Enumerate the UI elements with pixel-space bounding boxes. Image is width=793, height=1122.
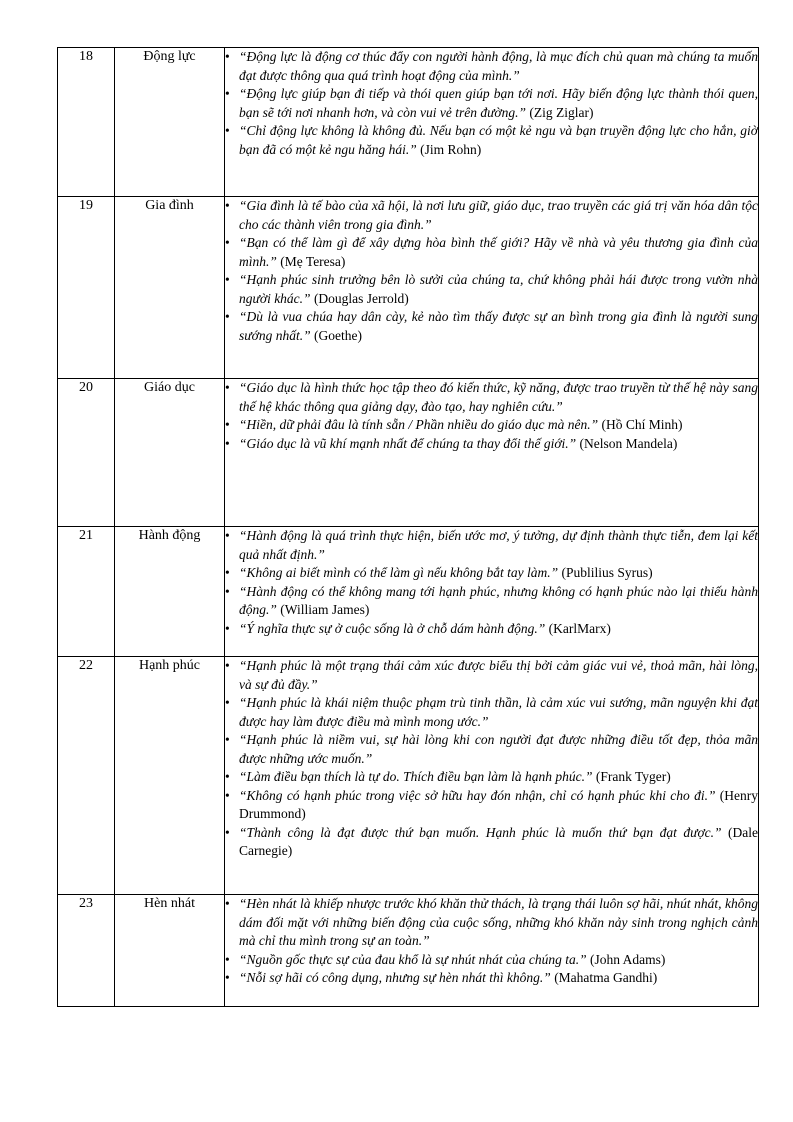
quote-text: “Bạn có thể làm gì để xây dựng hòa bình thế giới? Hãy về nhà và yêu thương gia đình của mình.”	[239, 235, 758, 269]
quote-author: (William James)	[280, 602, 370, 617]
table-row	[58, 527, 759, 657]
quote-item	[225, 234, 758, 271]
quote-text: “Hành động có thể không mang tới hạnh phúc, nhưng không có hạnh phúc nào lại thiếu hành động.”	[239, 583, 758, 617]
quote-item	[225, 416, 758, 435]
quote-list	[225, 197, 758, 345]
quotes-table	[57, 47, 759, 1007]
quote-author: (Mahatma Gandhi)	[554, 970, 658, 985]
quote-item	[225, 895, 758, 951]
quote-item	[225, 122, 758, 159]
row-number: 23	[58, 895, 115, 1007]
quote-item	[225, 620, 758, 639]
row-number: 20	[58, 379, 115, 527]
quote-text: “Nguồn gốc thực sự của đau khổ là sự nhút nhát của chúng ta.”	[239, 951, 587, 967]
quote-author: (KarlMarx)	[548, 620, 611, 636]
quote-item	[225, 379, 758, 416]
quote-text: “Hạnh phúc là niềm vui, sự hài lòng khi con người đạt được những điều tốt đẹp, thỏa mãn được những ước muốn.”	[239, 732, 758, 766]
quote-item	[225, 48, 758, 85]
row-topic: Giáo dục	[115, 379, 225, 527]
quotes-cell	[225, 48, 759, 197]
quote-text: “Hành động là quá trình thực hiện, biến ước mơ, ý tưởng, dự định thành thực tiễn, đem lại kết quả nhất định.”	[239, 528, 758, 562]
row-topic: Gia đình	[115, 197, 225, 379]
quote-item	[225, 951, 758, 970]
quotes-cell	[225, 197, 759, 379]
quote-item	[225, 564, 758, 583]
table-row	[58, 379, 759, 527]
quote-item	[225, 85, 758, 122]
quote-author: (Goethe)	[313, 327, 362, 343]
quote-text: “Hạnh phúc là một trạng thái cảm xúc được biểu thị bởi cảm giác vui vẻ, thoả mãn, hài lòng, và sự đủ đầy.”	[239, 658, 758, 692]
quotes-cell	[225, 379, 759, 527]
quote-text: “Ý nghĩa thực sự ở cuộc sống là ở chỗ dám hành động.”	[239, 620, 546, 636]
quote-item	[225, 271, 758, 308]
quote-author: (Zig Ziglar)	[529, 104, 594, 120]
table-row	[58, 895, 759, 1007]
quote-item	[225, 435, 758, 454]
quotes-table-body	[58, 48, 759, 1007]
table-row	[58, 657, 759, 895]
row-number: 22	[58, 657, 115, 895]
quote-author: (Dale Carnegie)	[239, 824, 759, 858]
quote-item	[225, 768, 758, 787]
quote-item	[225, 787, 758, 824]
quote-text: “Dù là vua chúa hay dân cày, kẻ nào tìm thấy được sự an bình trong gia đình là người sung sướng nhất.”	[239, 309, 758, 343]
quote-text: “Hạnh phúc sinh trưởng bên lò sưởi của chúng ta, chứ không phải hái được trong vườn nhà người khác.”	[239, 272, 758, 306]
quote-item	[225, 197, 758, 234]
quote-text: “Nỗi sợ hãi có công dụng, nhưng sự hèn nhát thì không.”	[239, 970, 551, 985]
row-number: 19	[58, 197, 115, 379]
quote-author: (Jim Rohn)	[420, 141, 482, 157]
quote-author: (Frank Tyger)	[595, 769, 671, 784]
quote-text: “Hèn nhát là khiếp nhược trước khó khăn thử thách, là trạng thái luôn sợ hãi, nhút nhát, không dám đối mặt với những biến động của cuộc sống, những khó khăn nảy sinh trong nghịch cảnh mà chỉ thu mình trong sự an toàn.”	[239, 896, 758, 948]
quote-item	[225, 969, 758, 988]
row-topic: Hành động	[115, 527, 225, 657]
quote-text: “Thành công là đạt được thứ bạn muốn. Hạnh phúc là muốn thứ bạn đạt được.”	[239, 824, 722, 840]
quote-item	[225, 824, 758, 861]
quote-text: “Động lực giúp bạn đi tiếp và thói quen giúp bạn tới nơi. Hãy biến động lực thành thói quen, bạn sẽ tới nơi nhanh hơn, và còn vui vẻ trên đường.”	[239, 86, 758, 120]
quote-text: “Không có hạnh phúc trong việc sở hữu hay đón nhận, chỉ có hạnh phúc khi cho đi.”	[239, 787, 716, 803]
quotes-cell	[225, 527, 759, 657]
quote-list	[225, 527, 758, 638]
row-number: 18	[58, 48, 115, 197]
quote-author: (Mẹ Teresa)	[280, 253, 346, 269]
quote-text: “Không ai biết mình có thể làm gì nếu không bắt tay làm.”	[239, 565, 559, 580]
quote-text: “Chỉ động lực không là không đủ. Nếu bạn có một kẻ ngu và bạn truyền động lực cho hắn, giờ bạn đã có một kẻ ngu hăng hái.”	[239, 123, 758, 157]
quote-text: “Hạnh phúc là khái niệm thuộc phạm trù tinh thần, là cảm xúc vui sướng, mãn nguyện khi đạt được hay làm được điều mà mình mong ước.”	[239, 695, 758, 729]
row-number: 21	[58, 527, 115, 657]
quote-text: “Giáo dục là hình thức học tập theo đó kiến thức, kỹ năng, được trao truyền từ thế hệ này sang thế hệ khác thông qua giảng dạy, đào tạo, hay nghiên cứu.”	[239, 380, 758, 414]
quote-item	[225, 308, 758, 345]
quote-author: (Publilius Syrus)	[561, 565, 653, 580]
quote-item	[225, 657, 758, 694]
table-row	[58, 197, 759, 379]
quote-author: (Nelson Mandela)	[579, 435, 678, 451]
quote-list	[225, 657, 758, 861]
row-topic: Động lực	[115, 48, 225, 197]
quote-text: “Gia đình là tế bào của xã hội, là nơi lưu giữ, giáo dục, trao truyền các giá trị văn hóa dân tộc cho các thành viên trong gia đình.”	[239, 198, 758, 232]
quote-list	[225, 379, 758, 453]
row-topic: Hạnh phúc	[115, 657, 225, 895]
table-row	[58, 48, 759, 197]
quotes-cell	[225, 657, 759, 895]
quote-text: “Động lực là động cơ thúc đẩy con người hành động, là mục đích chủ quan mà chúng ta muốn đạt được thông qua quá trình hoạt động của mình.”	[239, 49, 758, 83]
quote-text: “Làm điều bạn thích là tự do. Thích điều bạn làm là hạnh phúc.”	[239, 769, 593, 784]
quote-author: (Douglas Jerrold)	[313, 290, 409, 306]
quote-text: “Giáo dục là vũ khí mạnh nhất để chúng ta thay đổi thế giới.”	[239, 435, 577, 451]
quote-author: (Henry Drummond)	[239, 787, 759, 821]
quote-text: “Hiền, dữ phải đâu là tính sẵn / Phần nhiều do giáo dục mà nên.”	[239, 417, 599, 432]
quote-item	[225, 694, 758, 731]
quotes-cell	[225, 895, 759, 1007]
quote-list	[225, 895, 758, 988]
quote-item	[225, 527, 758, 564]
quote-item	[225, 731, 758, 768]
quote-author: (John Adams)	[589, 951, 666, 967]
quote-list	[225, 48, 758, 159]
row-topic: Hèn nhát	[115, 895, 225, 1007]
quote-author: (Hồ Chí Minh)	[601, 417, 683, 432]
quote-item	[225, 583, 758, 620]
